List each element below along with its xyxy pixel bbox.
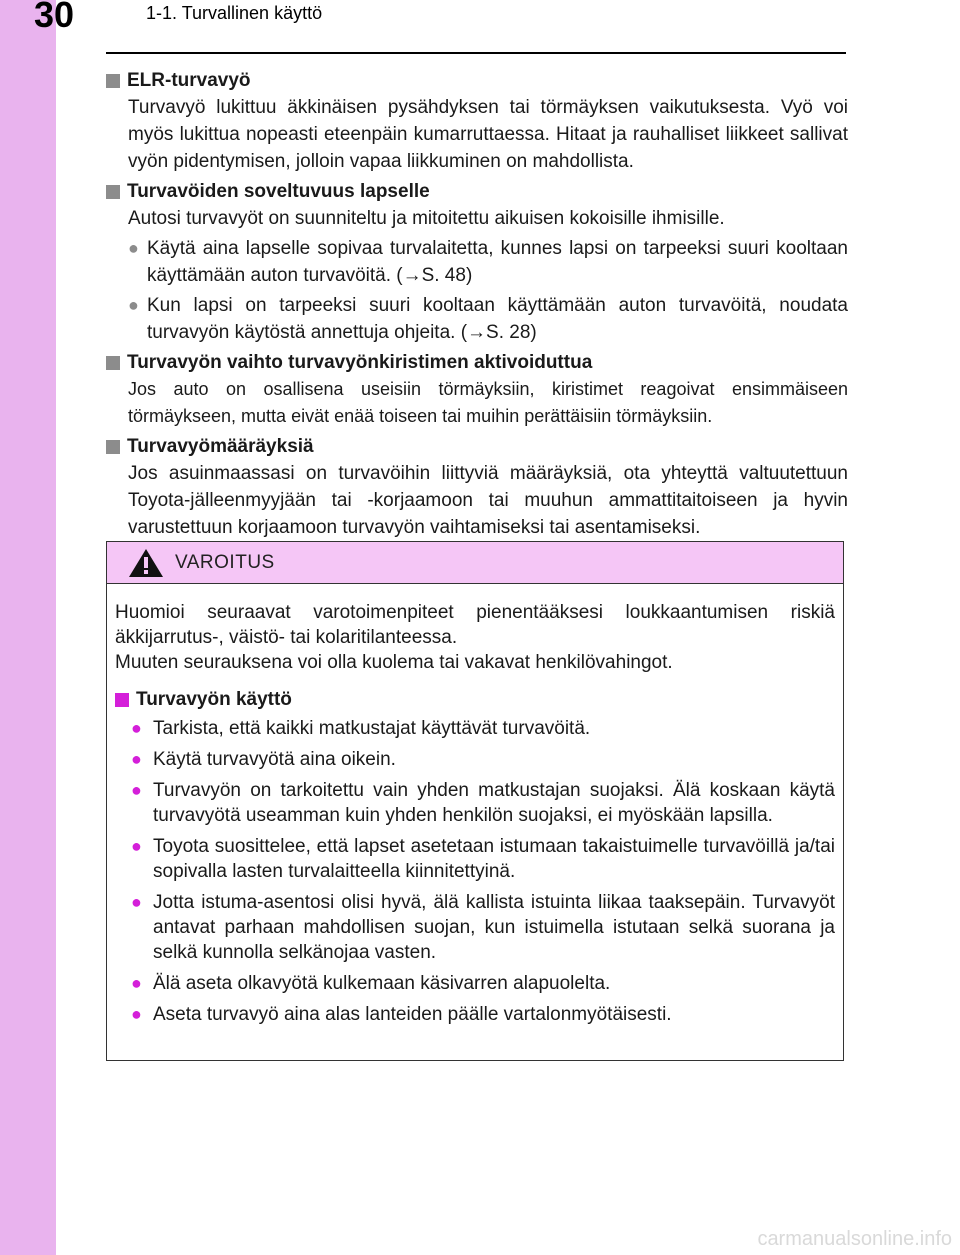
page-number: 30 [34,0,75,35]
circle-bullet-icon: ● [128,238,139,258]
paragraph: Jos asuinmaassasi on turvavöihin liittyviä määräyksiä, ota yhteyttä valtuutettuun Toyota-jälleenmyyjään tai -korjaamoon tai muuhun ammattitaitoiseen ja hyvin varustettuun korjaamoon turvavyön vaihtamiseksi tai asentamiseksi. [128,463,848,538]
circle-bullet-icon: ● [131,973,142,993]
heading-text: Turvavyön vaihto turvavyönkiristimen aktivoiduttua [127,352,593,373]
heading-text: Turvavöiden soveltuvuus lapselle [127,181,430,202]
section-title: 1-1. Turvallinen käyttö [146,3,323,23]
circle-bullet-icon: ● [131,718,142,738]
warning-list-item [131,971,835,996]
warning-list-item [131,834,835,884]
square-bullet-icon [106,185,120,199]
watermark: carmanualsonline.info [757,1228,952,1250]
main-content [106,64,848,544]
heading-child-suitability [106,178,848,205]
warning-body [107,584,843,1027]
heading-text: Turvavyömääräyksiä [127,436,314,457]
warning-list-item [131,1002,835,1027]
square-bullet-icon [106,440,120,454]
header-divider [106,52,846,54]
square-bullet-icon [115,693,129,707]
warning-title: VAROITUS [175,551,275,573]
warning-list-item [131,890,835,965]
heading-text: ELR-turvavyö [127,70,251,91]
warning-list-item-text: Älä aseta olkavyötä kulkemaan käsivarren alapuolelta. [153,973,611,994]
warning-list-item-text: Käytä turvavyötä aina oikein. [153,749,396,770]
warning-intro-line: Huomioi seuraavat varotoimenpiteet pienentääksesi loukkaantumisen riskiä äkkijarrutus-, väistö- tai kolaritilanteessa. [115,602,835,648]
list-item [128,235,848,289]
heading-pretensioner [106,349,848,376]
side-accent-strip [0,0,56,1255]
circle-bullet-icon: ● [131,892,142,912]
square-bullet-icon [106,74,120,88]
warning-subheading [115,687,835,712]
square-bullet-icon [106,356,120,370]
circle-bullet-icon: ● [131,1004,142,1024]
warning-list-item-text: Tarkista, että kaikki matkustajat käyttävät turvavöitä. [153,718,591,739]
paragraph: Jos auto on osallisena useisiin törmäyksiin, kiristimet reagoivat ensimmäiseen törmäykseen, mutta eivät enää toiseen tai muihin perättäisiin törmäyksiin. [128,379,848,426]
circle-bullet-icon: ● [131,836,142,856]
circle-bullet-icon: ● [131,749,142,769]
warning-intro [115,600,835,675]
warning-list-item-text: Aseta turvavyö aina alas lanteiden päälle vartalonmyötäisesti. [153,1004,672,1025]
warning-list-item-text: Jotta istuma-asentosi olisi hyvä, älä kallista istuinta liikaa taaksepäin. Turvavyöt antavat parhaan mahdollisen suojan, kun istuimella istutaan selkä suorana ja selkä kunnolla selkänojaa vasten. [153,892,835,963]
heading-elr [106,67,848,94]
list-item-text: Käytä aina lapselle sopivaa turvalaitetta, kunnes lapsi on tarpeeksi suuri kooltaan käyttämään auton turvavöitä. (→S. 48) [147,238,848,286]
warning-subheading-text: Turvavyön käyttö [136,689,292,710]
warning-list-item-text: Turvavyön on tarkoitettu vain yhden matkustajan suojaksi. Älä koskaan käytä turvavyötä useamman kuin yhden henkilön suojaksi, ei myöskään lapsilla. [153,780,835,826]
warning-header [107,542,843,584]
warning-intro-line: Muuten seurauksena voi olla kuolema tai vakavat henkilövahingot. [115,652,673,673]
heading-regulations [106,433,848,460]
warning-list-item [131,716,835,741]
list-item-text: Kun lapsi on tarpeeksi suuri kooltaan käyttämään auton turvavöitä, noudata turvavyön käytöstä annettuja ohjeita. (→S. 28) [147,295,848,343]
warning-list-item-text: Toyota suosittelee, että lapset asetetaan istumaan takaistuimelle turvavöillä ja/tai sopivalla lasten turvalaitteella kiinnitettyinä. [153,836,835,882]
warning-box [106,541,844,1061]
circle-bullet-icon: ● [128,295,139,315]
paragraph: Autosi turvavyöt on suunniteltu ja mitoitettu aikuisen kokoisille ihmisille. [128,208,725,229]
circle-bullet-icon: ● [131,780,142,800]
warning-triangle-icon [127,547,165,579]
list-item [128,292,848,346]
warning-list-item [131,778,835,828]
warning-list-item [131,747,835,772]
paragraph: Turvavyö lukittuu äkkinäisen pysähdyksen tai törmäyksen vaikutuksesta. Vyö voi myös lukittua nopeasti eteenpäin kumarruttaessa. Hitaat ja rauhalliset liikkeet sallivat vyön pidentymisen, jolloin vapaa liikkuminen on mahdollista. [128,97,848,172]
